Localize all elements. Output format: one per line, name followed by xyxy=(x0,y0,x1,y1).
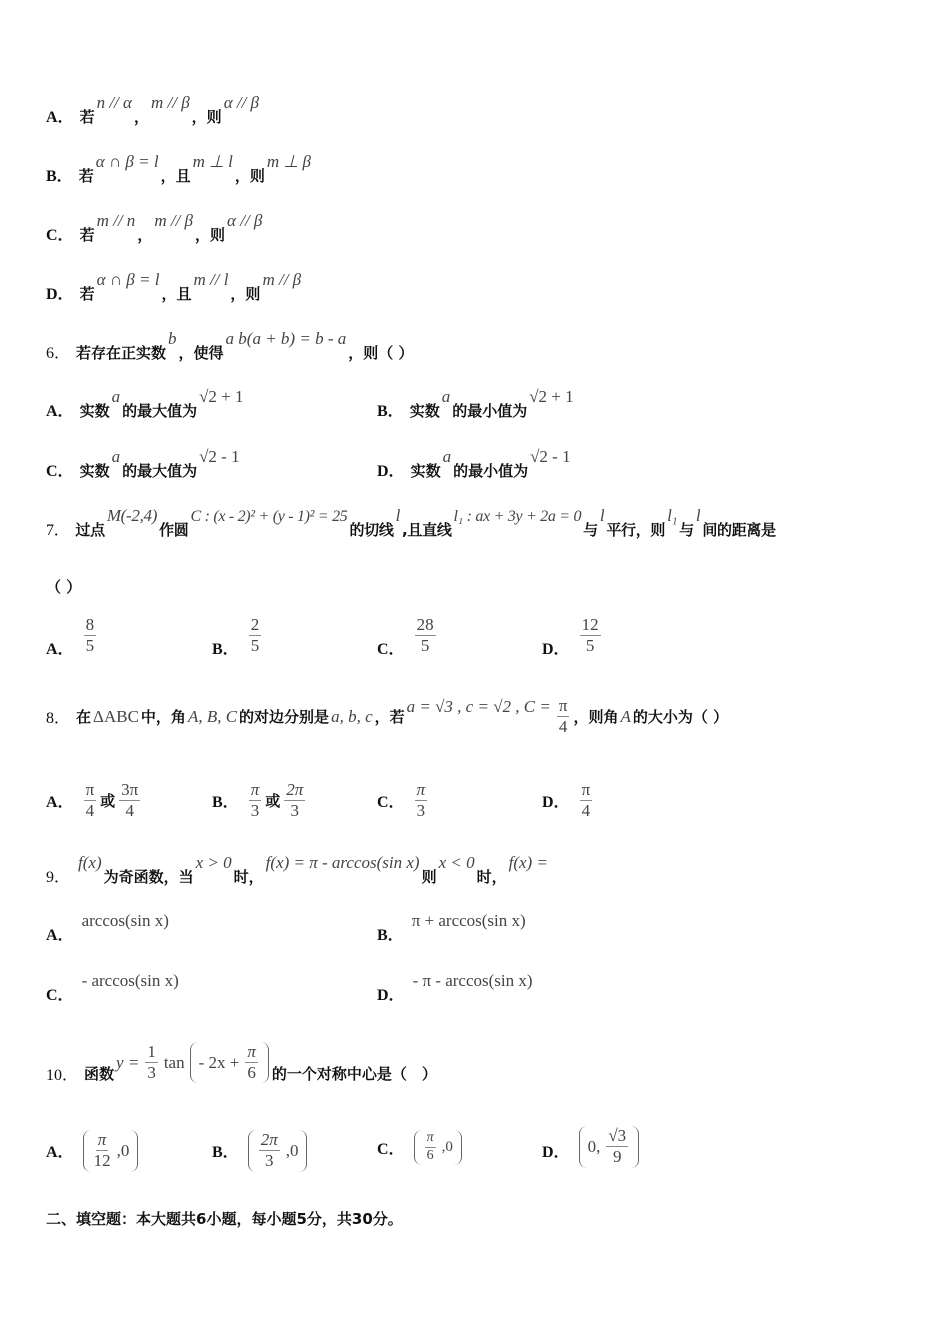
math: arccos(sin x) xyxy=(81,911,169,930)
text: 若 xyxy=(78,167,94,185)
math: - 2x + xyxy=(198,1052,240,1072)
math: f(x) = xyxy=(508,853,548,872)
text: 为奇函数，当 xyxy=(103,868,194,886)
option-label: B． xyxy=(212,641,239,658)
q5-option-b xyxy=(46,152,313,186)
option-label: C． xyxy=(377,1140,405,1158)
fraction xyxy=(249,615,262,657)
math: l₁ : ax + 3y + 2a = 0 xyxy=(453,508,582,525)
text: 与 xyxy=(679,521,694,539)
option-label: C． xyxy=(377,794,405,812)
q8-option-d xyxy=(542,780,596,822)
option-label: A． xyxy=(46,403,74,420)
q10-option-c xyxy=(377,1130,465,1165)
question-number: 6． xyxy=(46,345,71,362)
math: b xyxy=(168,329,177,348)
text: 实数 xyxy=(410,462,441,480)
math: α ∩ β = l xyxy=(95,152,159,171)
math: - π - arccos(sin x) xyxy=(412,971,533,990)
option-label: C． xyxy=(46,987,74,1004)
math: a, b, c xyxy=(331,706,373,726)
text: 中，角 xyxy=(140,708,186,727)
numerator: 2 xyxy=(249,615,262,636)
parenthesis-group xyxy=(248,1130,308,1172)
math: - arccos(sin x) xyxy=(81,971,179,990)
text: 过点 xyxy=(75,521,105,539)
text: 的最大值为 xyxy=(122,402,198,420)
text: 或 xyxy=(265,792,281,811)
text: ，使得 xyxy=(178,344,224,362)
option-label: D． xyxy=(377,463,405,480)
q5-option-c xyxy=(46,211,264,245)
q5-option-d xyxy=(46,270,303,304)
math: m // β xyxy=(150,93,190,112)
text: ，若 xyxy=(374,708,405,727)
question-number: 9． xyxy=(46,869,71,886)
text: 时， xyxy=(476,868,507,886)
text: 的最大值为 xyxy=(122,462,198,480)
math: α // β xyxy=(227,211,263,230)
numerator: π xyxy=(249,780,262,801)
denominator: 3 xyxy=(250,801,260,821)
fraction xyxy=(84,780,97,822)
text: ，且 xyxy=(160,167,191,185)
text: 与 xyxy=(583,521,598,539)
text: 若 xyxy=(79,226,95,244)
text: 实数 xyxy=(79,402,110,420)
fraction xyxy=(425,1130,436,1165)
denominator: 3 xyxy=(416,801,426,821)
fraction xyxy=(557,696,570,738)
fraction xyxy=(249,780,262,822)
text: 的对边分别是 xyxy=(239,708,330,727)
math: m ⊥ β xyxy=(266,152,311,171)
q6-option-a xyxy=(46,387,246,421)
math: √2 + 1 xyxy=(199,387,244,406)
q9-option-b xyxy=(377,911,528,945)
q9-option-d xyxy=(377,971,535,1005)
text: ，且 xyxy=(161,285,192,303)
math: m // β xyxy=(262,270,302,289)
math: √2 + 1 xyxy=(529,387,574,406)
parenthesis-group xyxy=(414,1130,462,1165)
text: ，则 xyxy=(230,285,261,303)
text: 在 xyxy=(76,708,92,727)
fraction xyxy=(245,1042,258,1084)
numerator: 12 xyxy=(580,615,601,636)
math: A xyxy=(620,706,631,726)
denominator: 3 xyxy=(290,801,299,821)
parenthesis-group xyxy=(83,1130,139,1172)
q10-option-d xyxy=(542,1126,642,1168)
numerator: π xyxy=(96,1130,109,1151)
numerator: 1 xyxy=(145,1042,158,1063)
fraction xyxy=(606,1126,628,1168)
math: √2 - 1 xyxy=(530,447,571,466)
q8-option-a xyxy=(46,780,144,822)
fraction xyxy=(145,1042,158,1084)
math: x > 0 xyxy=(195,853,232,872)
option-label: D． xyxy=(377,987,405,1004)
q7-answer-paren xyxy=(46,576,81,597)
denominator: 4 xyxy=(85,801,95,821)
numerator: π xyxy=(557,696,570,717)
denominator: 4 xyxy=(125,801,134,821)
numerator: √3 xyxy=(606,1126,628,1147)
text: 时， xyxy=(233,868,264,886)
math: f(x) = π - arccos(sin x) xyxy=(265,853,420,872)
option-label: B． xyxy=(212,1144,239,1162)
text: ， xyxy=(137,226,153,244)
fraction xyxy=(580,780,593,822)
fraction xyxy=(284,780,305,822)
q5-option-a xyxy=(46,93,261,127)
q8-option-b xyxy=(212,780,309,822)
text: 若 xyxy=(79,108,95,126)
text: 作圆 xyxy=(159,521,189,539)
q6-option-b xyxy=(377,387,576,421)
numerator: π xyxy=(84,780,97,801)
denominator: 3 xyxy=(264,1151,274,1171)
text: 的切线 xyxy=(349,521,394,539)
math: 0, xyxy=(587,1136,601,1156)
text: ， xyxy=(133,108,149,126)
option-label: B． xyxy=(46,168,73,185)
text: （ ） xyxy=(46,578,82,596)
text: 的一个对称中心是（ ） xyxy=(271,1065,437,1083)
math: C : (x - 2)² + (y - 1)² = 25 xyxy=(190,508,348,525)
numerator: π xyxy=(580,780,593,801)
option-label: A． xyxy=(46,794,74,812)
text: ，则角 xyxy=(573,708,619,727)
numerator: 2π xyxy=(284,780,305,801)
text: ，则 xyxy=(191,108,222,126)
math: ΔABC xyxy=(93,706,139,726)
fraction xyxy=(259,1130,280,1172)
denominator: 5 xyxy=(585,636,595,655)
option-label: C． xyxy=(46,463,74,480)
denominator: 4 xyxy=(581,801,591,821)
math: ,0 xyxy=(116,1140,130,1160)
math: tan xyxy=(163,1052,185,1072)
math: A, B, C xyxy=(187,706,238,726)
math: a xyxy=(441,387,451,406)
fraction xyxy=(94,1130,111,1172)
numerator: 8 xyxy=(84,615,97,636)
text: 的最小值为 xyxy=(452,402,528,420)
numerator: π xyxy=(425,1130,436,1148)
text: 若存在正实数 xyxy=(76,344,167,362)
denominator: 3 xyxy=(147,1063,156,1082)
fraction xyxy=(119,780,140,822)
math: π + arccos(sin x) xyxy=(411,911,526,930)
text: 的大小为（ ） xyxy=(632,708,729,727)
math: l xyxy=(599,506,605,525)
section-heading xyxy=(46,1208,403,1229)
text: ，则 xyxy=(234,167,265,185)
option-label: B． xyxy=(212,794,239,812)
math: a xyxy=(442,447,452,466)
math: l₁ xyxy=(667,506,678,525)
denominator: 4 xyxy=(558,717,568,737)
numerator: π xyxy=(415,780,428,801)
fraction xyxy=(415,780,428,822)
math: a xyxy=(111,387,121,406)
numerator: 3π xyxy=(119,780,140,801)
option-label: A． xyxy=(46,1144,74,1162)
q10-option-a xyxy=(46,1130,141,1172)
text: ，则 xyxy=(195,226,226,244)
q6-option-d xyxy=(377,447,573,481)
math: ,0 xyxy=(285,1140,299,1160)
denominator: 5 xyxy=(250,636,260,655)
text: 实数 xyxy=(409,402,440,420)
text: ,且直线 xyxy=(402,521,452,539)
math: a xyxy=(111,447,121,466)
fraction xyxy=(580,615,601,657)
q9-option-a xyxy=(46,911,171,945)
math: l xyxy=(395,506,401,525)
math: √2 - 1 xyxy=(199,447,240,466)
numerator: 28 xyxy=(415,615,436,636)
q6-option-c xyxy=(46,447,242,481)
math: α ∩ β = l xyxy=(96,270,160,289)
text: 平行，则 xyxy=(606,521,666,539)
math: α // β xyxy=(223,93,260,112)
text: 则 xyxy=(421,868,437,886)
text: 或 xyxy=(100,792,116,811)
numerator: π xyxy=(245,1042,258,1063)
option-label: C． xyxy=(377,641,405,658)
math: a b(a + b) = b - a xyxy=(225,329,347,348)
text: 间的距离是 xyxy=(702,521,776,539)
denominator: 6 xyxy=(426,1147,434,1163)
parenthesis-group xyxy=(190,1042,269,1084)
math: a = √3 , c = √2 , C = xyxy=(406,696,551,716)
question-number: 7． xyxy=(46,522,70,539)
option-label: D． xyxy=(46,286,74,303)
option-label: D． xyxy=(542,794,570,812)
q9-option-c xyxy=(46,971,181,1005)
parenthesis-group xyxy=(579,1126,640,1168)
question-number: 8． xyxy=(46,710,71,728)
math: y = xyxy=(116,1052,140,1072)
fraction xyxy=(415,615,436,657)
math: ,0 xyxy=(441,1138,453,1155)
q8-stem xyxy=(46,696,728,738)
math: x < 0 xyxy=(438,853,475,872)
denominator: 6 xyxy=(247,1063,256,1082)
option-label: D． xyxy=(542,1144,570,1162)
text: 实数 xyxy=(79,462,110,480)
denominator: 9 xyxy=(612,1147,622,1167)
option-label: C． xyxy=(46,227,74,244)
section-title: 二、填空题：本大题共6小题，每小题5分，共30分。 xyxy=(46,1210,403,1228)
math: f(x) xyxy=(78,853,102,872)
q7-option-c xyxy=(377,612,440,659)
option-label: D． xyxy=(542,641,570,658)
option-label: A． xyxy=(46,927,74,944)
math: M(-2,4) xyxy=(106,506,158,525)
math: m // β xyxy=(154,211,194,230)
math: m // n xyxy=(96,211,136,230)
text: ，则（ ） xyxy=(348,344,414,362)
q10-option-b xyxy=(212,1130,310,1172)
q8-option-c xyxy=(377,780,431,822)
question-number: 10． xyxy=(46,1067,79,1084)
q7-option-d xyxy=(542,612,605,659)
q7-option-a xyxy=(46,612,100,659)
denominator: 5 xyxy=(420,636,430,655)
q6-stem xyxy=(46,329,414,363)
option-label: B． xyxy=(377,927,404,944)
option-label: A． xyxy=(46,109,74,126)
option-label: A． xyxy=(46,641,74,658)
q7-stem xyxy=(46,506,776,540)
math: m // l xyxy=(193,270,229,289)
numerator: 2π xyxy=(259,1130,280,1151)
math: m ⊥ l xyxy=(192,152,233,171)
q7-option-b xyxy=(212,612,265,659)
math: n // α xyxy=(96,93,132,112)
q10-stem xyxy=(46,1040,437,1085)
math: l xyxy=(695,506,701,525)
q9-stem xyxy=(46,853,550,887)
text: 函数 xyxy=(84,1065,115,1083)
text: 若 xyxy=(79,285,95,303)
option-label: B． xyxy=(377,403,404,420)
denominator: 12 xyxy=(93,1151,111,1171)
text: 的最小值为 xyxy=(453,462,529,480)
fraction xyxy=(84,615,97,657)
denominator: 5 xyxy=(85,636,95,655)
